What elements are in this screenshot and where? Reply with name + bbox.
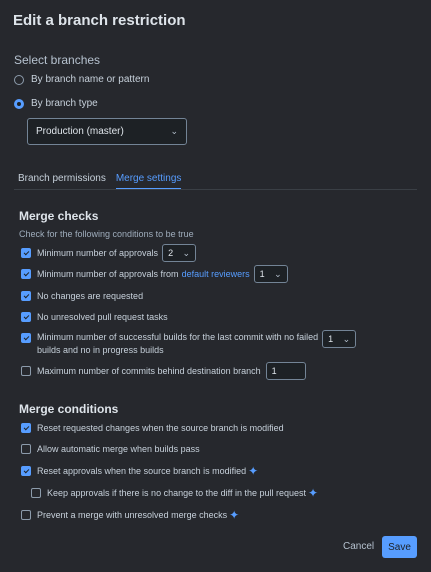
radio-type-label: By branch type bbox=[31, 98, 98, 109]
checkbox-auto-merge[interactable] bbox=[21, 444, 31, 454]
checkbox-no-changes-requested[interactable] bbox=[21, 291, 31, 301]
merge-conditions-heading: Merge conditions bbox=[19, 402, 119, 416]
chevron-down-icon: ⌄ bbox=[342, 333, 351, 344]
keep-approvals-label: Keep approvals if there is no change to the diff in the pull request bbox=[47, 488, 307, 498]
reset-approvals-label: Reset approvals when the source branch is modified bbox=[37, 466, 247, 476]
radio-type-circle[interactable] bbox=[14, 99, 24, 109]
no-changes-requested-label: No changes are requested bbox=[37, 291, 144, 301]
chevron-down-icon: ⌄ bbox=[170, 126, 178, 136]
check-prevent-merge[interactable] bbox=[21, 508, 239, 522]
radio-branch-pattern[interactable] bbox=[14, 74, 149, 85]
checkbox-prevent-merge[interactable] bbox=[21, 510, 31, 520]
tab-branch-permissions[interactable]: Branch permissions bbox=[18, 173, 106, 184]
check-successful-builds[interactable] bbox=[21, 331, 356, 357]
check-max-commits-behind[interactable] bbox=[21, 362, 306, 380]
reset-requested-label: Reset requested changes when the source branch is modified bbox=[37, 423, 284, 433]
check-min-default-reviewers[interactable] bbox=[21, 265, 288, 283]
checkbox-keep-approvals[interactable] bbox=[31, 488, 41, 498]
checkbox-no-unresolved-tasks[interactable] bbox=[21, 312, 31, 322]
chevron-down-icon: ⌄ bbox=[274, 268, 282, 279]
successful-builds-select[interactable] bbox=[322, 330, 356, 348]
select-branches-label: Select branches bbox=[14, 53, 101, 67]
merge-checks-heading: Merge checks bbox=[19, 209, 99, 223]
check-min-approvals[interactable] bbox=[21, 244, 196, 262]
sparkle-icon: ✦ bbox=[229, 508, 240, 522]
check-no-changes-requested[interactable] bbox=[21, 291, 143, 301]
radio-branch-type[interactable] bbox=[14, 98, 98, 109]
check-keep-approvals[interactable] bbox=[31, 486, 318, 500]
min-approvals-value: 2 bbox=[168, 248, 174, 258]
merge-checks-hint: Check for the following conditions to be true bbox=[19, 229, 194, 239]
branch-type-select[interactable] bbox=[27, 118, 187, 145]
successful-builds-line1: Minimum number of successful builds for the last commit with no failed bbox=[37, 332, 319, 342]
tab-divider bbox=[14, 189, 417, 190]
check-auto-merge[interactable] bbox=[21, 444, 200, 454]
branch-type-value: Production (master) bbox=[36, 126, 124, 137]
check-reset-approvals[interactable] bbox=[21, 464, 258, 478]
max-commits-behind-label: Maximum number of commits behind destination branch bbox=[37, 366, 261, 376]
save-button[interactable]: Save bbox=[382, 536, 417, 558]
max-commits-behind-input[interactable]: 1 bbox=[266, 362, 306, 380]
chevron-down-icon: ⌄ bbox=[182, 247, 191, 258]
min-default-reviewers-select[interactable] bbox=[254, 265, 288, 283]
sparkle-icon: ✦ bbox=[308, 486, 319, 500]
check-no-unresolved-tasks[interactable] bbox=[21, 312, 168, 322]
successful-builds-label bbox=[37, 331, 318, 357]
successful-builds-value: 1 bbox=[328, 333, 334, 344]
tab-bar bbox=[18, 173, 191, 190]
radio-pattern-circle[interactable] bbox=[14, 75, 24, 85]
successful-builds-line2: builds and no in progress builds bbox=[37, 345, 164, 355]
tab-merge-settings[interactable]: Merge settings bbox=[116, 173, 182, 190]
checkbox-reset-approvals[interactable] bbox=[21, 466, 31, 476]
no-unresolved-tasks-label: No unresolved pull request tasks bbox=[37, 312, 168, 322]
radio-pattern-label: By branch name or pattern bbox=[31, 74, 150, 85]
checkbox-min-approvals[interactable] bbox=[21, 248, 31, 258]
min-default-reviewers-label: Minimum number of approvals from bbox=[37, 269, 179, 279]
checkbox-min-default-reviewers[interactable] bbox=[21, 269, 31, 279]
prevent-merge-label: Prevent a merge with unresolved merge checks bbox=[37, 510, 228, 520]
check-reset-requested[interactable] bbox=[21, 423, 284, 433]
auto-merge-label: Allow automatic merge when builds pass bbox=[37, 444, 200, 454]
min-default-reviewers-value: 1 bbox=[259, 269, 265, 279]
min-approvals-label: Minimum number of approvals bbox=[37, 248, 159, 258]
checkbox-max-commits-behind[interactable] bbox=[21, 366, 31, 376]
cancel-button[interactable]: Cancel bbox=[343, 541, 375, 552]
checkbox-reset-requested[interactable] bbox=[21, 423, 31, 433]
checkbox-successful-builds[interactable] bbox=[21, 333, 31, 343]
default-reviewers-link[interactable]: default reviewers bbox=[181, 269, 250, 279]
min-approvals-select[interactable] bbox=[162, 244, 196, 262]
dialog-title: Edit a branch restriction bbox=[13, 12, 186, 29]
sparkle-icon: ✦ bbox=[248, 464, 259, 478]
